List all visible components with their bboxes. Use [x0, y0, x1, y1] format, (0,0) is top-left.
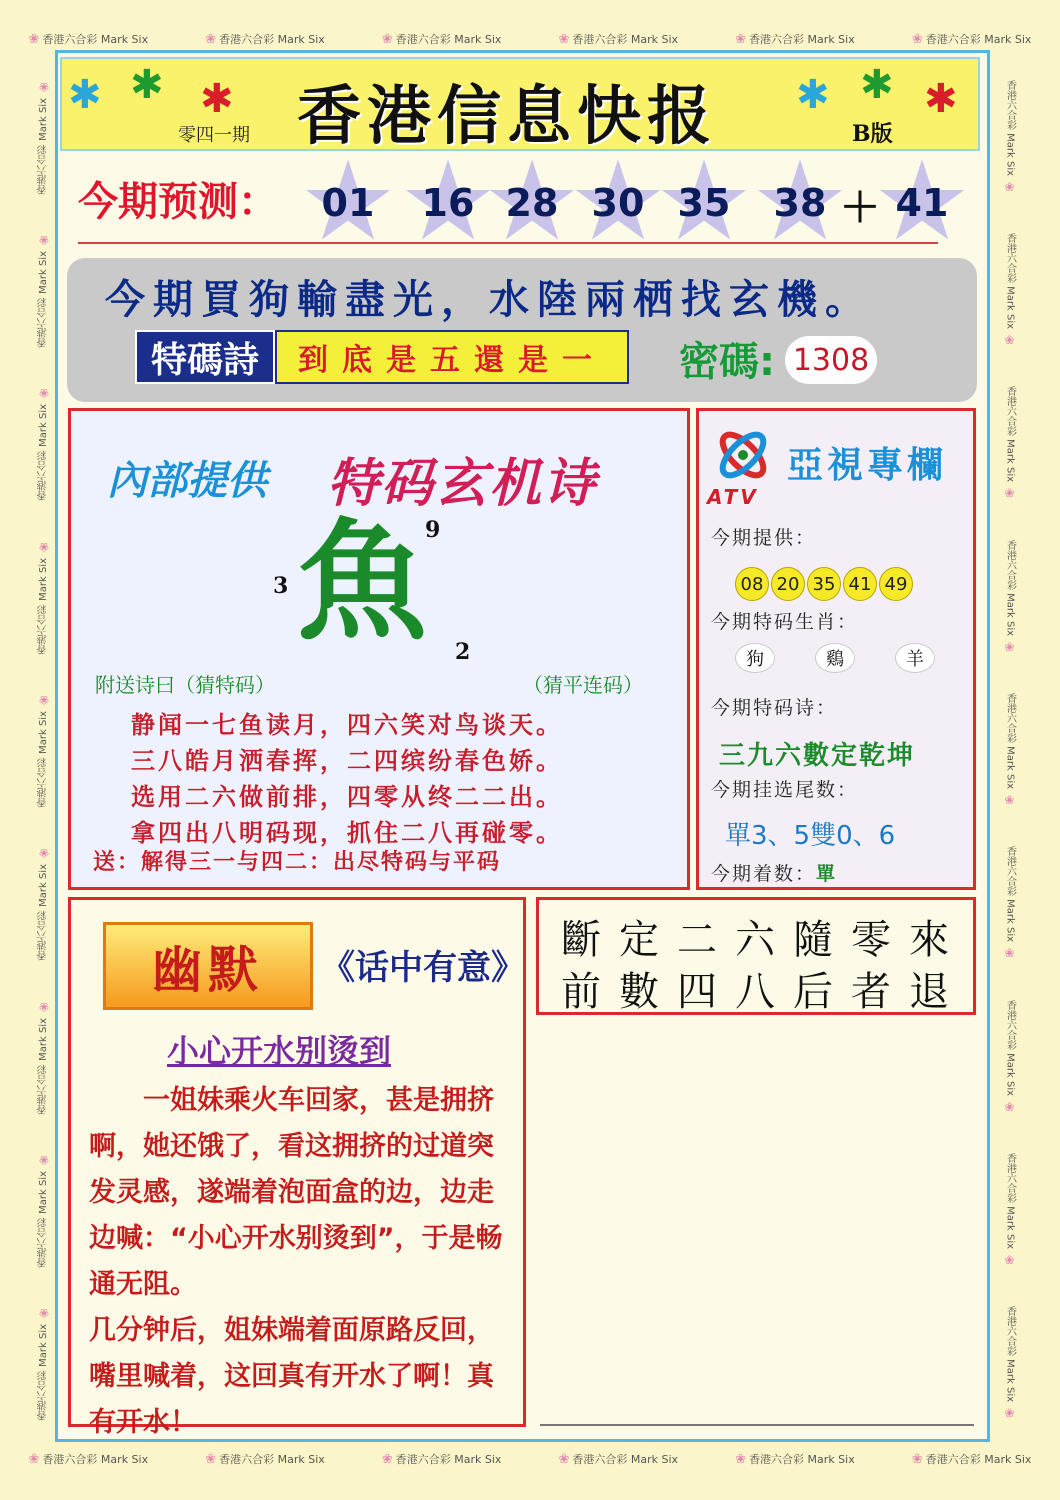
riddle-title: 特码玄机诗	[327, 454, 598, 514]
verse-line: 拿四出八明码现，抓住二八再碰零。	[131, 819, 563, 847]
watermark-text: ❀ 香港六合彩 Mark Six	[29, 31, 149, 47]
watermark-text: 香港六合彩 Mark Six ❀	[36, 386, 51, 500]
slogan-box	[67, 258, 977, 402]
watermark-text: 香港六合彩 Mark Six ❀	[1003, 233, 1018, 347]
flower-icon: ✱	[796, 72, 830, 118]
watermark-text: 香港六合彩 Mark Six ❀	[36, 540, 51, 654]
riddle-digit: 3	[273, 573, 289, 599]
watermark-text: ❀ 香港六合彩 Mark Six	[559, 1451, 679, 1467]
hit-value: 單	[816, 863, 838, 885]
story-body	[89, 1078, 519, 1446]
watermark-text: 香港六合彩 Mark Six ❀	[1003, 540, 1018, 654]
story-paragraph: 几分钟后，姐妹端着面原路反回，嘴里喊着，这回真有开水了啊！真有开水！	[89, 1315, 494, 1438]
story-title: 小心开水别烫到	[167, 1032, 392, 1070]
poem-label: 特碼詩	[135, 330, 275, 384]
watermark-text: 香港六合彩 Mark Six ❀	[36, 846, 51, 960]
prediction-number: ★ 16	[408, 168, 488, 238]
watermark-bottom	[0, 1444, 1060, 1474]
prediction-number: ★ 01	[308, 168, 388, 238]
humor-panel	[68, 897, 526, 1438]
atv-panel	[696, 408, 976, 890]
atv-brand: ATV	[707, 485, 759, 509]
watermark-text: ❀ 香港六合彩 Mark Six	[912, 1451, 1032, 1467]
watermark-left	[28, 60, 58, 1440]
zodiac-label: 今期特码生肖：	[711, 611, 859, 633]
watermark-text: ❀ 香港六合彩 Mark Six	[912, 31, 1032, 47]
special-number: ★ 41	[882, 168, 962, 238]
number-ball: 08	[735, 567, 769, 601]
prediction-row	[60, 160, 980, 250]
number-ball: 41	[843, 567, 877, 601]
riddle-panel	[68, 408, 690, 890]
zodiac-item: 狗	[735, 643, 775, 673]
humor-badge: 幽默	[103, 922, 313, 1010]
poem-text: 到底是五還是一	[275, 330, 629, 384]
tail-value: 單3、5雙0、6	[725, 821, 896, 851]
prediction-number: ★ 30	[578, 168, 658, 238]
prediction-number: ★ 28	[492, 168, 572, 238]
watermark-text: 香港六合彩 Mark Six ❀	[1003, 1153, 1018, 1267]
flower-icon: ✱	[68, 72, 102, 118]
riddle-digit: 9	[425, 517, 441, 543]
ball-list	[735, 567, 913, 601]
inner-label: 內部提供	[107, 458, 267, 504]
flower-icon: ✱	[200, 76, 234, 122]
prediction-number: ★ 35	[664, 168, 744, 238]
watermark-text: ❀ 香港六合彩 Mark Six	[205, 31, 325, 47]
verse-line: 三八皓月洒春挥，二四缤纷春色娇。	[131, 747, 563, 775]
zodiac-item: 鷄	[815, 643, 855, 673]
prediction-label: 今期预测：	[78, 179, 278, 225]
couplet-panel	[536, 897, 976, 1015]
flower-icon: ✱	[130, 62, 164, 108]
hit-label: 今期着数：	[711, 863, 817, 885]
riddle-character: 魚	[297, 505, 428, 658]
send-line: 送：解得三一与四二：出尽特码与平码	[93, 850, 502, 875]
edition-label: B版	[852, 121, 893, 147]
riddle-digit: 2	[455, 639, 471, 665]
couplet-line: 前數四八后者退	[561, 969, 967, 1015]
watermark-text: 香港六合彩 Mark Six ❀	[36, 1000, 51, 1114]
atv-title: 亞視專欄	[787, 444, 948, 486]
watermark-text: 香港六合彩 Mark Six ❀	[1003, 846, 1018, 960]
watermark-text: ❀ 香港六合彩 Mark Six	[382, 31, 502, 47]
provide-label: 今期提供：	[711, 527, 817, 549]
page-title: 香港信息快报	[297, 79, 717, 154]
watermark-text: ❀ 香港六合彩 Mark Six	[559, 31, 679, 47]
humor-subtitle: 《话中有意》	[321, 948, 525, 988]
hit-row	[711, 859, 837, 886]
issue-number: 零四一期	[178, 125, 250, 146]
prediction-number: ★ 38	[760, 168, 840, 238]
guess-label: （猜平连码）	[523, 673, 643, 697]
code-value: 1308	[785, 336, 877, 384]
watermark-text: 香港六合彩 Mark Six ❀	[1003, 80, 1018, 194]
number-ball: 35	[807, 567, 841, 601]
watermark-text: 香港六合彩 Mark Six ❀	[36, 693, 51, 807]
couplet-line: 斷定二六隨零來	[561, 917, 967, 963]
verse-line: 静闻一七鱼读月，四六笑对鸟谈天。	[131, 711, 563, 739]
watermark-text: 香港六合彩 Mark Six ❀	[1003, 1306, 1018, 1420]
watermark-text: 香港六合彩 Mark Six ❀	[1003, 693, 1018, 807]
tail-label: 今期挂选尾数：	[711, 779, 859, 801]
watermark-text: 香港六合彩 Mark Six ❀	[1003, 386, 1018, 500]
watermark-text: ❀ 香港六合彩 Mark Six	[735, 1451, 855, 1467]
watermark-text: ❀ 香港六合彩 Mark Six	[382, 1451, 502, 1467]
story-paragraph: 一姐妹乘火车回家，甚是拥挤啊，她还饿了，看这拥挤的过道突发灵感，遂端着泡面盒的边，边走边喊：“小心开水别烫到”，于是畅通无阻。	[89, 1085, 503, 1300]
poem-label: 今期特码诗：	[711, 697, 838, 719]
number-ball: 20	[771, 567, 805, 601]
zodiac-list	[735, 643, 935, 673]
gift-label: 附送诗曰（猜特码）	[95, 673, 275, 697]
flower-icon: ✱	[924, 76, 958, 122]
watermark-right	[995, 60, 1025, 1440]
zodiac-item: 羊	[895, 643, 935, 673]
watermark-text: 香港六合彩 Mark Six ❀	[36, 1306, 51, 1420]
divider	[78, 242, 938, 244]
verse-line: 选用二六做前排，四零从终二二出。	[131, 783, 563, 811]
atv-poem: 三九六數定乾坤	[719, 741, 916, 771]
watermark-text: 香港六合彩 Mark Six ❀	[36, 233, 51, 347]
number-ball: 49	[879, 567, 913, 601]
slogan-text: 今期買狗輸盡光，水陸兩栖找玄機。	[105, 276, 873, 323]
plus-sign: ＋	[840, 185, 880, 231]
watermark-text: ❀ 香港六合彩 Mark Six	[29, 1451, 149, 1467]
watermark-text: 香港六合彩 Mark Six ❀	[36, 1153, 51, 1267]
watermark-text: ❀ 香港六合彩 Mark Six	[205, 1451, 325, 1467]
code-label: 密碼:	[679, 339, 775, 385]
atv-logo-icon	[713, 427, 773, 483]
watermark-text: 香港六合彩 Mark Six ❀	[36, 80, 51, 194]
watermark-text: ❀ 香港六合彩 Mark Six	[735, 31, 855, 47]
divider	[540, 1424, 974, 1426]
watermark-text: 香港六合彩 Mark Six ❀	[1003, 1000, 1018, 1114]
flower-icon: ✱	[860, 62, 894, 108]
